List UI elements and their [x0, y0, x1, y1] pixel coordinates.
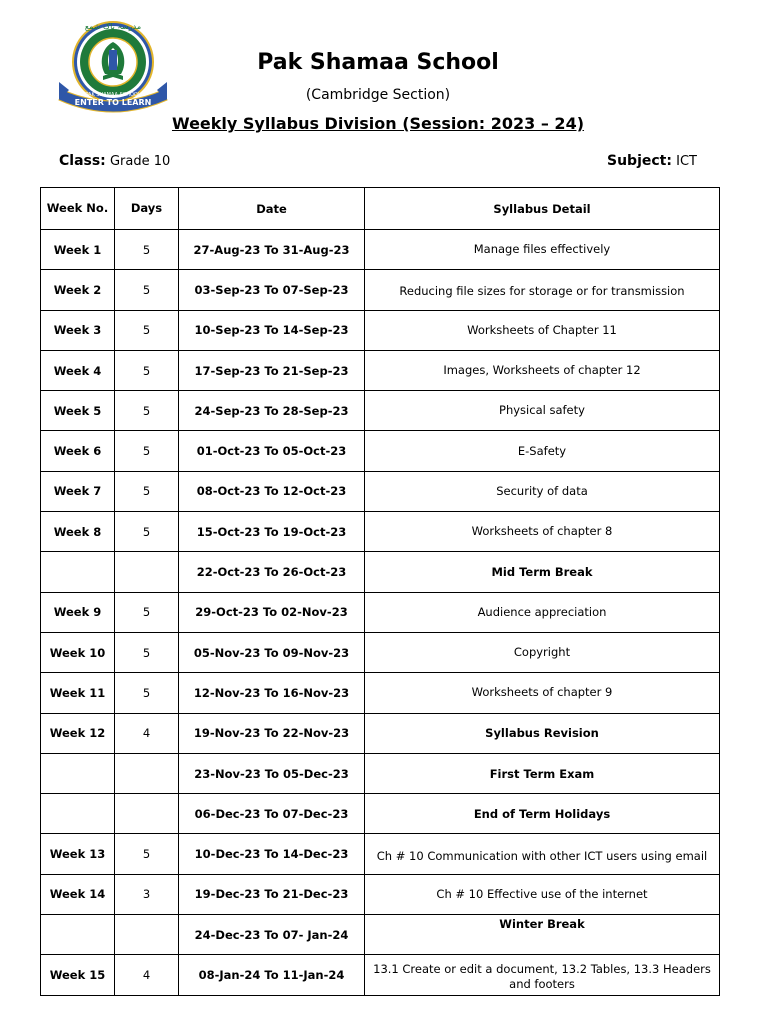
- date-cell: 17-Sep-23 To 21-Sep-23: [179, 350, 365, 390]
- table-row: [41, 955, 720, 995]
- week-cell: Week 15: [41, 955, 115, 995]
- week-cell: Week 6: [41, 431, 115, 471]
- days-cell: [115, 552, 179, 592]
- syllabus-body: [41, 230, 720, 996]
- days-cell: 5: [115, 270, 179, 310]
- days-cell: 4: [115, 955, 179, 995]
- date-cell: 06-Dec-23 To 07-Dec-23: [179, 794, 365, 834]
- table-row: [41, 753, 720, 793]
- week-cell: Week 8: [41, 512, 115, 552]
- days-cell: 5: [115, 391, 179, 431]
- days-cell: 5: [115, 834, 179, 874]
- table-row: [41, 592, 720, 632]
- detail-cell: Reducing file sizes for storage or for transmission: [365, 270, 720, 310]
- logo-ring-text: PAK SHAMAA SCHOOL: [85, 92, 141, 98]
- table-row: [41, 632, 720, 672]
- days-cell: 5: [115, 632, 179, 672]
- week-cell: Week 10: [41, 632, 115, 672]
- week-cell: [41, 915, 115, 955]
- days-cell: [115, 753, 179, 793]
- week-cell: Week 3: [41, 310, 115, 350]
- date-cell: 15-Oct-23 To 19-Oct-23: [179, 512, 365, 552]
- week-cell: Week 13: [41, 834, 115, 874]
- date-cell: 23-Nov-23 To 05-Dec-23: [179, 753, 365, 793]
- date-cell: 27-Aug-23 To 31-Aug-23: [179, 230, 365, 270]
- table-row: [41, 310, 720, 350]
- days-cell: 4: [115, 713, 179, 753]
- date-cell: 08-Oct-23 To 12-Oct-23: [179, 471, 365, 511]
- days-cell: 5: [115, 310, 179, 350]
- date-cell: 24-Dec-23 To 07- Jan-24: [179, 915, 365, 955]
- date-cell: 12-Nov-23 To 16-Nov-23: [179, 673, 365, 713]
- days-cell: 5: [115, 592, 179, 632]
- subject-label: Subject:: [607, 153, 672, 169]
- date-cell: 22-Oct-23 To 26-Oct-23: [179, 552, 365, 592]
- date-cell: 03-Sep-23 To 07-Sep-23: [179, 270, 365, 310]
- table-row: [41, 230, 720, 270]
- document-title: Weekly Syllabus Division (Session: 2023 – 24): [171, 114, 585, 133]
- table-row: [41, 471, 720, 511]
- section-subtitle: (Cambridge Section): [305, 87, 451, 103]
- class-value: Grade 10: [109, 154, 171, 169]
- detail-cell: Audience appreciation: [365, 592, 720, 632]
- table-row: [41, 391, 720, 431]
- event-cell: First Term Exam: [365, 753, 720, 793]
- date-cell: 24-Sep-23 To 28-Sep-23: [179, 391, 365, 431]
- days-cell: [115, 794, 179, 834]
- week-cell: Week 1: [41, 230, 115, 270]
- week-cell: Week 7: [41, 471, 115, 511]
- detail-cell: 13.1 Create or edit a document, 13.2 Tables, 13.3 Headers and footers: [365, 955, 720, 995]
- table-row: [41, 431, 720, 471]
- detail-cell: Physical safety: [365, 391, 720, 431]
- table-row: [41, 512, 720, 552]
- subject-value: ICT: [676, 154, 697, 169]
- table-row: [41, 794, 720, 834]
- week-cell: Week 9: [41, 592, 115, 632]
- detail-cell: Security of data: [365, 471, 720, 511]
- week-cell: Week 2: [41, 270, 115, 310]
- date-cell: 10-Sep-23 To 14-Sep-23: [179, 310, 365, 350]
- table-row: [41, 270, 720, 310]
- class-info: [59, 153, 170, 169]
- date-cell: 05-Nov-23 To 09-Nov-23: [179, 632, 365, 672]
- table-header-row: [41, 188, 720, 230]
- event-cell: Syllabus Revision: [365, 713, 720, 753]
- date-cell: 10-Dec-23 To 14-Dec-23: [179, 834, 365, 874]
- table-row: [41, 834, 720, 874]
- week-cell: [41, 552, 115, 592]
- date-cell: 08-Jan-24 To 11-Jan-24: [179, 955, 365, 995]
- table-row: [41, 713, 720, 753]
- week-cell: [41, 753, 115, 793]
- detail-cell: Images, Worksheets of chapter 12: [365, 350, 720, 390]
- detail-cell: Worksheets of Chapter 11: [365, 310, 720, 350]
- school-name: Pak Shamaa School: [257, 50, 499, 75]
- table-row: [41, 915, 720, 955]
- logo-motto: ENTER TO LEARN: [74, 98, 152, 107]
- event-cell: Mid Term Break: [365, 552, 720, 592]
- days-cell: 5: [115, 431, 179, 471]
- week-cell: Week 12: [41, 713, 115, 753]
- week-cell: Week 14: [41, 874, 115, 914]
- week-cell: Week 11: [41, 673, 115, 713]
- detail-cell: Copyright: [365, 632, 720, 672]
- date-cell: 19-Nov-23 To 22-Nov-23: [179, 713, 365, 753]
- event-cell: End of Term Holidays: [365, 794, 720, 834]
- table-row: [41, 552, 720, 592]
- date-cell: 01-Oct-23 To 05-Oct-23: [179, 431, 365, 471]
- days-cell: 5: [115, 471, 179, 511]
- detail-cell: Ch # 10 Effective use of the internet: [365, 874, 720, 914]
- header-detail: Syllabus Detail: [365, 188, 720, 230]
- detail-cell: Ch # 10 Communication with other ICT users using email: [365, 834, 720, 874]
- days-cell: 5: [115, 350, 179, 390]
- header-week: Week No.: [41, 188, 115, 230]
- days-cell: 3: [115, 874, 179, 914]
- days-cell: 5: [115, 673, 179, 713]
- syllabus-table: [40, 187, 720, 996]
- date-cell: 29-Oct-23 To 02-Nov-23: [179, 592, 365, 632]
- event-cell: Winter Break: [365, 915, 720, 955]
- detail-cell: Manage files effectively: [365, 230, 720, 270]
- table-row: [41, 350, 720, 390]
- header-days: Days: [115, 188, 179, 230]
- detail-cell: Worksheets of chapter 9: [365, 673, 720, 713]
- week-cell: [41, 794, 115, 834]
- week-cell: Week 4: [41, 350, 115, 390]
- subject-info: [607, 153, 697, 169]
- logo-urdu-text: مدرسہ پاک شمع: [84, 22, 142, 31]
- date-cell: 19-Dec-23 To 21-Dec-23: [179, 874, 365, 914]
- header-date: Date: [179, 188, 365, 230]
- days-cell: 5: [115, 512, 179, 552]
- days-cell: 5: [115, 230, 179, 270]
- table-row: [41, 673, 720, 713]
- detail-cell: Worksheets of chapter 8: [365, 512, 720, 552]
- detail-cell: E-Safety: [365, 431, 720, 471]
- days-cell: [115, 915, 179, 955]
- week-cell: Week 5: [41, 391, 115, 431]
- class-label: Class:: [59, 153, 106, 169]
- table-row: [41, 874, 720, 914]
